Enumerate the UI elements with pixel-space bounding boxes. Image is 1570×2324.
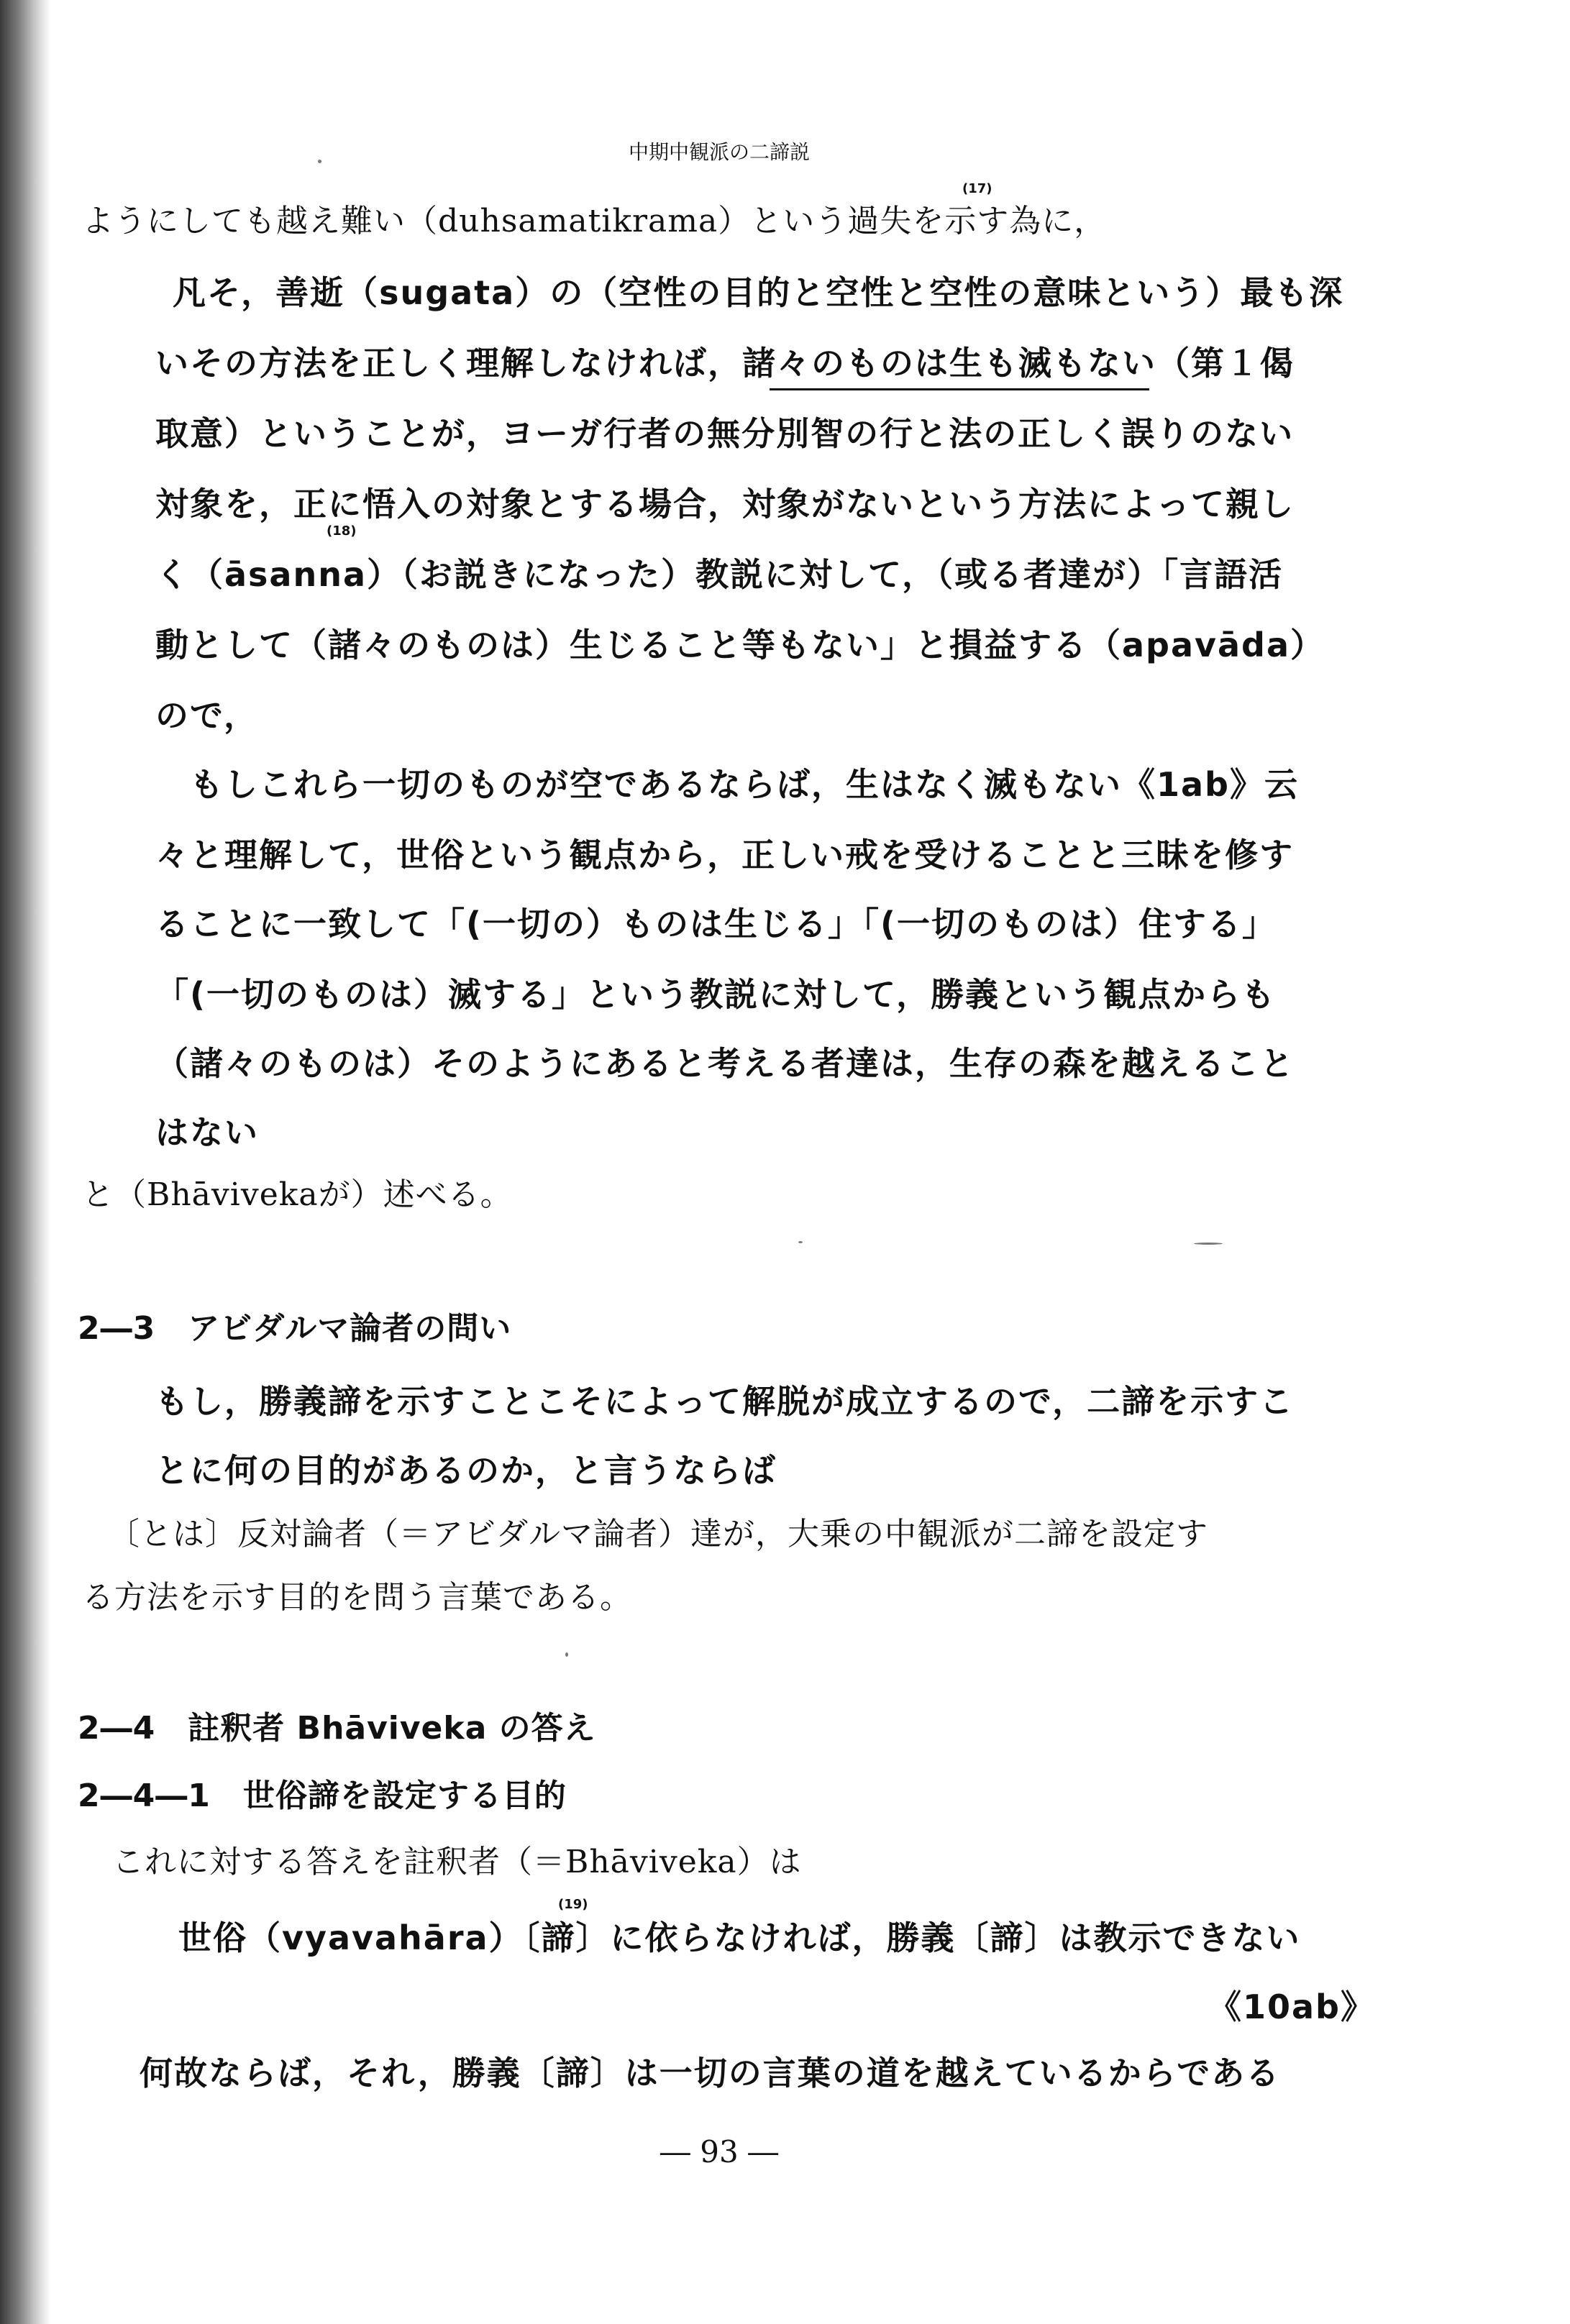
quote-line: はない — [155, 1113, 259, 1152]
quote-line: もしこれら一切のものが空であるならば，生はなく滅もない《1ab》云 — [190, 765, 1299, 804]
quote-line: ることに一致して「(一切の）ものは生じる」「(一切のものは）住する」 — [155, 905, 1277, 943]
quote-line: 々と理解して，世俗という観点から，正しい戒を受けることと三昧を修す — [155, 836, 1295, 874]
quote-line: 対象を，正に悟入の対象とする場合，対象がないという方法によって親し — [155, 485, 1295, 523]
text-line: と（Bhāvivekaが）述べる。 — [82, 1176, 513, 1213]
binding-edge-shadow — [0, 0, 50, 2324]
quote-line: いその方法を正しく理解しなければ，諸々のものは生も滅もない（第１偈 — [155, 344, 1295, 383]
text-line: 〔とは〕反対論者（＝アビダルマ論者）達が，大乗の中観派が二諦を設定す — [108, 1516, 1208, 1552]
scan-speck — [318, 160, 321, 163]
quote-line: 凡そ，善逝（sugata）の（空性の目的と空性と空性の意味という）最も深 — [173, 273, 1344, 312]
section-heading-2-3: 2―3 アビダルマ論者の問い — [78, 1310, 512, 1347]
scan-speck — [798, 1241, 803, 1243]
quote-line: 世俗（vyavahāra）〔諦〕に依らなければ，勝義〔諦〕は教示できない — [178, 1918, 1301, 1957]
quote-line: 何故ならば，それ，勝義〔諦〕は一切の言葉の道を越えているからである — [140, 2054, 1281, 2092]
quote-line: ので， — [155, 696, 259, 735]
quote-line: とに何の目的があるのか，と言うならば — [155, 1451, 777, 1490]
text-line: これに対する答えを註釈者（＝Bhāviveka）は — [112, 1844, 802, 1880]
quote-line: く（āsanna）（お説きになった）教説に対して，（或る者達が）「言語活 — [155, 555, 1284, 594]
section-heading-2-4-1: 2―4―1 世俗諦を設定する目的 — [78, 1778, 567, 1814]
page-number: ― 93 ― — [660, 2134, 779, 2169]
page — [72, 0, 1375, 2324]
quote-line: （諸々のものは）そのようにあると考える者達は，生存の森を越えること — [155, 1044, 1295, 1083]
text-line: ようにしても越え難い（duhsamatikrama）という過失を示す為に， — [82, 203, 1107, 239]
quote-line: 取意）ということが，ヨーガ行者の無分別智の行と法の正しく誤りのない — [155, 414, 1295, 453]
scan-speck — [565, 1652, 568, 1657]
note-ref-18: (18) — [327, 523, 357, 539]
quote-line: 「(一切のものは）滅する」という教説に対して，勝義という観点からも — [155, 975, 1277, 1014]
note-ref-17: (17) — [962, 181, 992, 196]
scan-speck — [1194, 1243, 1223, 1245]
quote-line: もし，勝義諦を示すことこそによって解脱が成立するので，二諦を示すこ — [155, 1382, 1295, 1421]
note-ref-19: (19) — [558, 1897, 588, 1912]
verse-reference: 《10ab》 — [1208, 1987, 1375, 2026]
text-line: る方法を示す目的を問う言葉である。 — [82, 1579, 632, 1616]
running-head: 中期中観派の二諦説 — [628, 140, 810, 164]
quote-line: 動として（諸々のものは）生じること等もない」と損益する（apavāda） — [155, 626, 1325, 664]
emphasis-underline — [770, 388, 1149, 390]
section-heading-2-4: 2―4 註釈者 Bhāviveka の答え — [78, 1710, 596, 1747]
